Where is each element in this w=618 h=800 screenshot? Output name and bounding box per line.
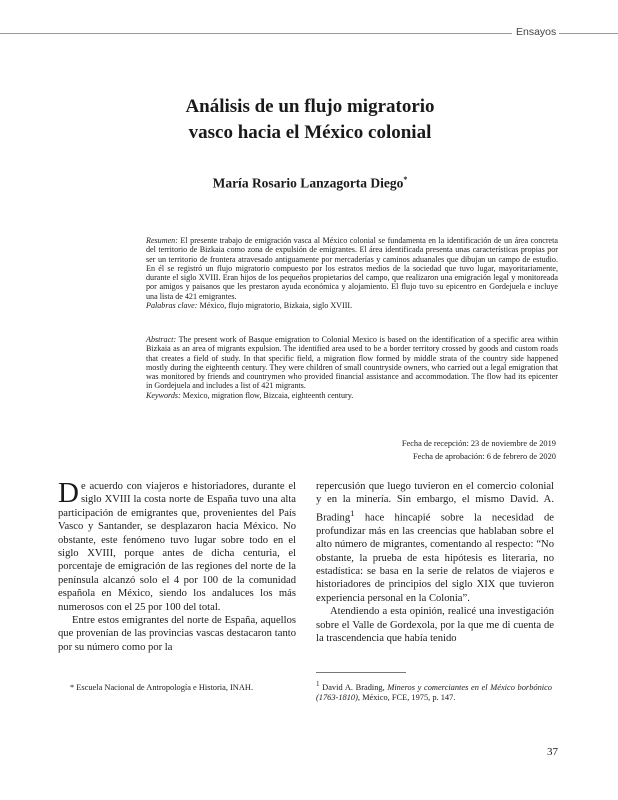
paragraph-3-text-b: hace hincapié sobre la necesidad de profundizar más en las creencias que hablaban sobre el alto número de migrantes, comentando al respecto: “No obstante, la prueba de esta hipótesis es literaria, no estadística: se basa en la serie de relatos de viajeros e historiadores de principios del siglo XIX que tuvieron experiencia personal en la Colonia”. [316, 512, 554, 604]
footnote-1-number: 1 [316, 680, 320, 688]
paragraph-1 [58, 477, 296, 614]
abstract-es-label: Resumen: [146, 236, 178, 245]
paragraph-1-text: e acuerdo con viajeros e historiadores, durante el siglo XVIII la costa norte de España tuvo una alta participación de emigrantes que, provenientes del País Vasco y Santander, se desplazaron hacia México. No obstante, este fenómeno tuvo lugar sobre todo en el siglo XVIII, porque antes de dicha centuria, el porcentaje de emigración de las regiones del norte de la península alcanzó solo el 4 por 100 de la comunidad española en México, siendo los andaluces los más numerosos con el 25 por 100 del total. [58, 481, 296, 613]
footnote-1 [316, 672, 552, 704]
keywords-es: México, flujo migratorio, Bizkaia, siglo XVIII. [197, 301, 353, 311]
body-column-right [316, 480, 554, 645]
abstract-en-text: The present work of Basque emigration to Colonial Mexico is based on the identification of a specific area within Bizkaia as an area of migrants expulsion. The identified area used to be a border territory crossed by goods and custom roads that creates a field of study. In that specific field, a migration flow formed by middle strata of the country side happened mostly during the eighteenth century. They were children of small countryside owners, who carried out a legal emigration that was monitored by friends and countrymen who provided financial assistance and accommodation. The flow had its epicenter in Gordejuela and includes a list of 421 migrants. [146, 335, 558, 391]
approved-date: Fecha de aprobación: 6 de febrero de 2020 [412, 452, 556, 461]
section-label: Ensayos [516, 26, 557, 38]
keywords-en-label: Keywords: [146, 390, 181, 400]
abstract-es-text: El presente trabajo de emigración vasca al México colonial se fundamenta en la identificación de un área concreta del territorio de Bizkaia como zona de expulsión de emigrantes. El área identificada presenta unas características propias por ser un territorio de frontera atravesado antiguamente por mercaderías y caminos aduanales que dibujan un campo de estudio. En él se registró un flujo migratorio compuesto por los estratos medios de la sociedad que tuvo lugar, mayoritariamente, durante el siglo XVIII. Eran hijos de los pequeños propietarios del campo, que realizaron una emigración legal y monitoreada por amigos y paisanos que les prestaron ayuda económica y alojamiento. El flujo tuvo su epicentro en Gordejuela e incluye una lista de 421 emigrantes. [146, 236, 558, 301]
footnote-ref-1[interactable]: 1 [350, 507, 355, 518]
author-name [110, 175, 510, 192]
footnote-1-text-a: David A. Brading, [319, 682, 388, 692]
keywords-es-label: Palabras clave: [146, 301, 198, 311]
body-column-left [58, 477, 296, 654]
header-rule-left [0, 33, 512, 34]
title-line-2: vasco hacia el México colonial [188, 122, 432, 143]
paragraph-3 [316, 480, 554, 605]
article-title [110, 94, 510, 146]
footnote-1-book-title: Mineros y comerciantes en el México borbónico (1763-1810) [316, 682, 552, 703]
drop-cap: D [58, 477, 79, 509]
received-date: Fecha de recepción: 23 de noviembre de 2019 [401, 439, 556, 448]
header-rule-right [559, 33, 618, 34]
paragraph-4: Atendiendo a esta opinión, realicé una investigación sobre el Valle de Gordexola, por la que me di cuenta de la trascendencia que había tenido [316, 606, 554, 644]
author-footnote-mark: * [403, 175, 408, 184]
abstract-english [146, 335, 558, 400]
page-number: 37 [547, 746, 558, 758]
footnote-1-text-b: , México, FCE, 1975, p. 147. [357, 693, 456, 703]
author-text: María Rosario Lanzagorta Diego [212, 175, 404, 191]
abstract-en-label: Abstract: [146, 335, 177, 344]
publication-dates [300, 437, 556, 463]
keywords-en: Mexico, migration flow, Bizcaia, eighteenth century. [180, 390, 354, 400]
paragraph-2: Entre estos emigrantes del norte de España, aquellos que provenían de las provincias vascas destacaron tanto por su número como por la [58, 615, 296, 653]
title-line-1: Análisis de un flujo migratorio [185, 96, 435, 117]
paragraph-3-text-a: repercusión que luego tuvieron en el comercio colonial y en la minería. Sin embargo, el mismo David. A. Brading [316, 481, 554, 524]
author-affiliation-footnote: * Escuela Nacional de Antropología e Historia, INAH. [70, 683, 254, 692]
footnote-rule [316, 672, 406, 673]
abstract-spanish [146, 236, 558, 310]
